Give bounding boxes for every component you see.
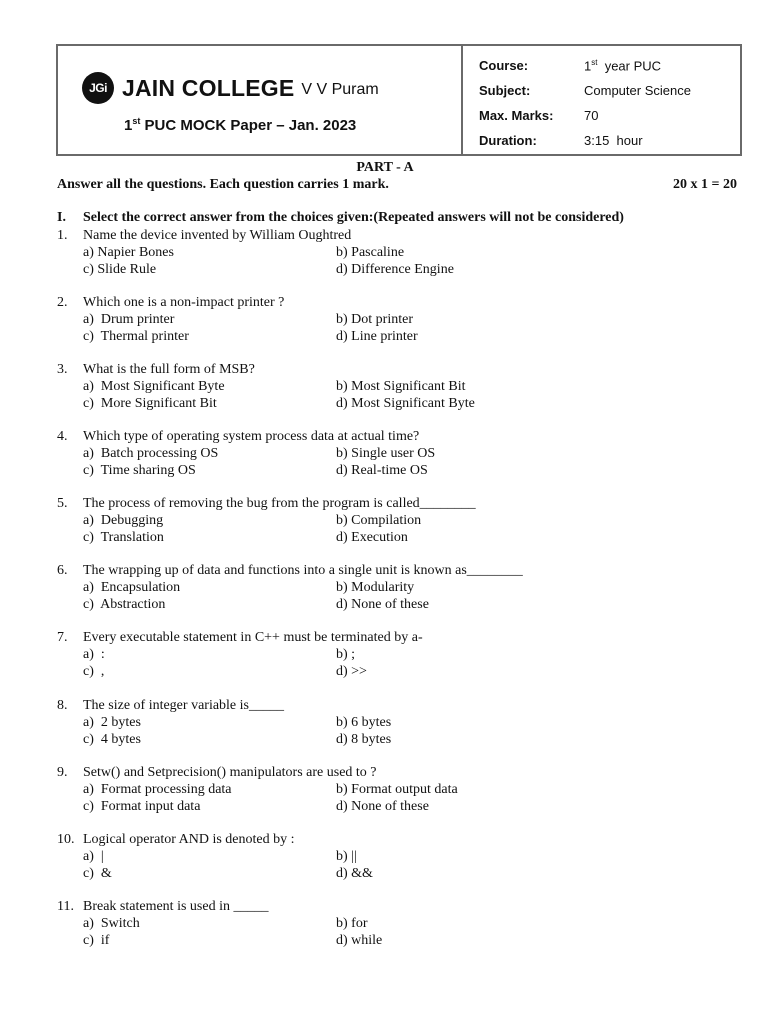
option-b: b) Format output data [336,782,458,797]
question-text: Logical operator AND is denoted by : [83,832,295,847]
section-number: I. [57,210,66,225]
section-instruction: Select the correct answer from the choices given:(Repeated answers will not be considered) [83,210,624,225]
question-text: What is the full form of MSB? [83,362,255,377]
option-b: b) Dot printer [336,312,413,327]
info-value-prefix: 1 [584,58,592,74]
info-key: Course: [479,58,529,73]
question-number: 8. [57,698,68,713]
question-text: The size of integer variable is_____ [83,698,284,713]
option-a: a) 2 bytes [83,715,141,730]
option-a: a) Format processing data [83,782,232,797]
question-number: 3. [57,362,68,377]
option-d: d) None of these [336,597,429,612]
option-d: d) >> [336,664,367,679]
question-text: Name the device invented by William Oughtred [83,228,352,243]
option-a: a) Napier Bones [83,245,174,260]
option-a: a) | [83,849,104,864]
info-value [584,58,661,73]
option-d: d) Real-time OS [336,463,428,478]
part-instruction: Answer all the questions. Each question carries 1 mark. [57,177,389,192]
exam-info [463,46,740,154]
part-marks: 20 x 1 = 20 [673,177,737,192]
question-number: 2. [57,295,68,310]
option-b: b) || [336,849,357,864]
option-c: c) More Significant Bit [83,396,217,411]
option-c: c) if [83,933,110,948]
college-location: V V Puram [301,81,379,98]
option-d: d) Execution [336,530,408,545]
option-d: d) None of these [336,799,429,814]
paper-title-prefix: 1 [124,117,133,134]
info-value-sup: st [591,58,598,67]
option-b: b) Single user OS [336,446,436,461]
option-c: c) 4 bytes [83,732,141,747]
question-text: Break statement is used in _____ [83,899,269,914]
question-number: 4. [57,429,68,444]
info-key: Max. Marks: [479,108,554,123]
info-key: Subject: [479,83,531,98]
option-d: d) Most Significant Byte [336,396,475,411]
option-b: b) ; [336,647,356,662]
option-b: b) Compilation [336,513,422,528]
part-title: PART - A [356,160,414,175]
info-key: Duration: [479,133,537,148]
option-c: c) & [83,866,112,881]
question-text: Which one is a non-impact printer ? [83,295,285,310]
question-number: 11. [57,899,74,914]
question-text: Setw() and Setprecision() manipulators are used to ? [83,765,377,780]
option-a: a) Debugging [83,513,164,528]
question-number: 6. [57,563,68,578]
option-b: b) for [336,916,368,931]
option-c: c) Slide Rule [83,262,157,277]
college-logo-icon: JGi [82,72,114,104]
option-b: b) Most Significant Bit [336,379,466,394]
info-row-duration [479,133,739,153]
question-text: The process of removing the bug from the program is called________ [83,496,476,511]
option-d: d) 8 bytes [336,732,392,747]
question-number: 10. [57,832,75,847]
info-value: Computer Science [584,83,691,98]
option-c: c) Abstraction [83,597,166,612]
info-value: 70 [584,108,599,123]
option-b: b) 6 bytes [336,715,392,730]
question-text: Every executable statement in C++ must be terminated by a- [83,630,423,645]
header-left [58,46,463,154]
question-text: Which type of operating system process data at actual time? [83,429,420,444]
option-b: b) Pascaline [336,245,405,260]
info-value-rest: year PUC [597,58,662,74]
option-a: a) Most Significant Byte [83,379,225,394]
question-number: 9. [57,765,68,780]
option-a: a) Batch processing OS [83,446,219,461]
paper-title-rest: PUC MOCK Paper – Jan. 2023 [140,117,357,134]
paper-title-sup: st [132,116,141,126]
college-name: JAIN COLLEGE [122,74,295,101]
question-text: The wrapping up of data and functions into a single unit is known as________ [83,563,523,578]
option-c: c) Format input data [83,799,201,814]
header-box [56,44,742,156]
info-row-max-marks [479,108,739,128]
info-value: 3:15 hour [584,133,643,148]
option-c: c) Thermal printer [83,329,189,344]
option-c: c) Time sharing OS [83,463,196,478]
option-d: d) while [336,933,383,948]
option-d: d) Line printer [336,329,418,344]
option-a: a) Drum printer [83,312,175,327]
question-number: 5. [57,496,68,511]
option-a: a) Encapsulation [83,580,181,595]
college-logo-row [82,72,379,104]
option-c: c) Translation [83,530,164,545]
info-row-subject [479,83,739,103]
question-number: 7. [57,630,68,645]
paper-title [124,116,356,134]
option-d: d) Difference Engine [336,262,454,277]
option-c: c) , [83,664,105,679]
question-number: 1. [57,228,68,243]
option-a: a) Switch [83,916,140,931]
option-d: d) && [336,866,373,881]
option-a: a) : [83,647,105,662]
option-b: b) Modularity [336,580,415,595]
info-row-course [479,58,739,78]
